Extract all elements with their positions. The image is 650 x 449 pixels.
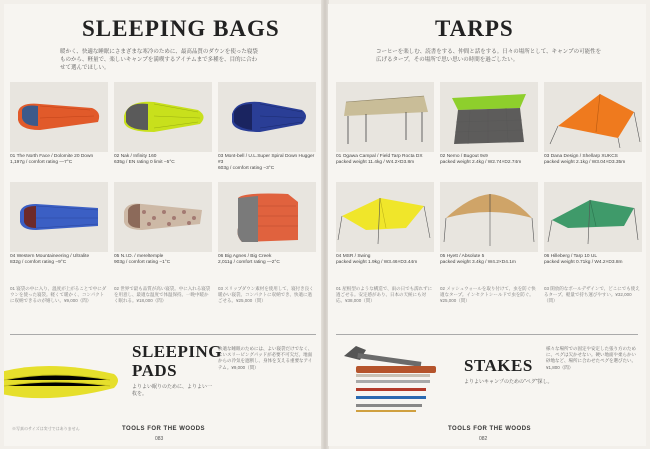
product-photo [440, 182, 538, 252]
product-spec: 2,011g / comfort rating —2°C [218, 260, 280, 265]
product-spec: 635g / EN rating 0 limit −5°C [114, 160, 175, 165]
description-columns [10, 286, 316, 305]
product-photo [114, 182, 212, 252]
description-column: 01 屋根型のような構造で、雨の日でも濡れずに過ごせる。安定感があり、日本の天候にも対応。¥38,000（問） [336, 286, 433, 304]
left-page [4, 4, 322, 446]
product-spec: packed weight 11.4kg / W4.2×D3.8m [336, 160, 415, 165]
product-item [114, 182, 212, 282]
product-photo [544, 82, 642, 152]
product-item [114, 82, 212, 182]
page-number: 083 [155, 436, 164, 442]
product-spec: packed weight 1.9kg / W3.46×D3.44m [336, 260, 418, 265]
product-spec: packed weight 2.4kg / W2.74×D2.74m [440, 160, 522, 165]
right-page [328, 4, 646, 446]
product-photo [218, 182, 316, 252]
footer-label: TOOLS FOR THE WOODS [448, 426, 532, 432]
product-name: 03 Dana Design / Shellarp XUKCS [544, 154, 618, 159]
stakes-title: STAKES [464, 356, 533, 375]
product-item [440, 182, 538, 282]
product-grid [336, 82, 642, 282]
product-name: 01 The North Face / Dolomite 20 Down [10, 154, 94, 159]
sleeping-pad-image [4, 344, 124, 416]
product-name: 04 MSR / Swing [336, 254, 371, 259]
product-item [218, 82, 316, 182]
product-name: 05 N.I.D. / mereltemple [114, 254, 164, 259]
product-name: 02 Nak / Infinity 160 [114, 154, 157, 159]
product-spec: packed weight 2.1kg / W3.04×D3.35m [544, 160, 626, 165]
product-item [10, 182, 108, 282]
product-photo [440, 82, 538, 152]
product-spec: packed weight 0.71kg / W4.2×D3.8m [544, 260, 623, 265]
product-item [440, 82, 538, 182]
description-column: 02 世界で最も品質が高い寝袋。中に入れる寝袋を用意し、最適な温度で体温保持。一晩中暖かく眠れる。¥18,000（問） [114, 286, 211, 304]
page-title: TARPS [435, 16, 514, 41]
stakes-description: 様々な場所での固定や安定した張り方のために、ペグは欠かせない。硬い地面や柔らかい砂地など、場所に合わせたペグを選びたい。¥1,800（問） [546, 346, 636, 370]
product-spec: packed weight 3.4kg / W4.2×D4.1m [440, 260, 516, 265]
product-name: 06 Big Agnes / Big Creek [218, 254, 272, 259]
product-name: 03 Mont-bell / U.L.Super Spiral Down Hugger #3 [218, 154, 315, 165]
description-columns [336, 286, 642, 305]
product-photo [114, 82, 212, 152]
stakes-subtitle: よりよいキャンプのための"ペグ"探し。 [464, 379, 553, 385]
description-column: 02 メッシュウォールを取り付けて、虫を防ぐ快適なタープ。インセクトシールドで虫を防ぐ。¥25,000（問） [440, 286, 536, 304]
section-divider [336, 334, 638, 335]
product-item [336, 182, 434, 282]
product-item [544, 182, 642, 282]
product-photo [218, 82, 316, 152]
pads-subtitle: よりよい眠りのために、よりよい一枚を。 [132, 384, 213, 397]
product-name: 04 Western Mountaineering / Ultralite [10, 254, 90, 259]
stakes-image [336, 340, 456, 420]
page-title: SLEEPING BAGS [82, 16, 280, 41]
pads-heading [132, 342, 222, 422]
product-spec: 903g / comfort rating −1°C [114, 260, 171, 265]
description-column: 03 開放的なポールデザインで、どこにでも使えるタープ。軽量で持ち運びやすい。¥32,000（問） [544, 286, 640, 304]
description-column: 03 スリップダウン素材を使用して、寝付き良く暖かい寝袋。コンパクトに収納でき、快適に過ごせる。¥25,000（問） [218, 286, 314, 304]
footer-label: TOOLS FOR THE WOODS [122, 426, 206, 432]
pads-description: 快適な睡眠のためには、よい寝袋だけでなく、よいスリーピングパッドが必要不可欠だ。地面からの冷気を遮断し、身体を支える重要なアイテム。¥9,000（問） [218, 346, 313, 370]
product-name: 05 Hyett / Absolute 5 [440, 254, 485, 259]
product-name: 01 Ogawa Campal / Field Tarp Rocta DX [336, 154, 423, 159]
product-photo [336, 182, 434, 252]
product-photo [10, 82, 108, 152]
product-item [10, 82, 108, 182]
product-photo [544, 182, 642, 252]
section-divider [10, 334, 316, 335]
product-spec: 603g / comfort rating −3°C [218, 166, 275, 171]
product-item [336, 82, 434, 182]
product-grid [10, 82, 316, 282]
product-item [218, 182, 316, 282]
product-name: 06 Hilleberg / Tarp 10 UL [544, 254, 597, 259]
pads-title: SLEEPING PADS [132, 342, 222, 380]
product-spec: 1,197g / comfort rating —7°C [10, 160, 73, 165]
product-photo [10, 182, 108, 252]
intro-text: 暖かく、快適な睡眠にさまざまな寒冷のために、最高品質のダウンを使った寝袋ものから、軽量で、楽しいキャンプを満喫するアイテムまで多種を、目的に合わせて選んでほしい。 [60, 49, 258, 71]
description-column: 01 寝袋の中に入り、温度が上がることで中にダウンを使った寝袋。軽くて暖かく、コンパクトに収納できるのが嬉しい。¥9,000（問） [10, 286, 107, 304]
intro-text: コーヒーを楽しむ、読書をする、仲間と話をする。日々の場所として、キャンプの可能性を広げるタープ。その場所で思い思いの時間を過ごしたい。 [376, 49, 602, 63]
photo-note: ※写真のサイズは実寸ではありません [12, 426, 80, 431]
product-photo [336, 82, 434, 152]
product-name: 02 Nemo / Bugout 9x9 [440, 154, 488, 159]
product-item [544, 82, 642, 182]
page-number: 082 [479, 436, 488, 442]
product-spec: 832g / comfort rating −9°C [10, 260, 67, 265]
